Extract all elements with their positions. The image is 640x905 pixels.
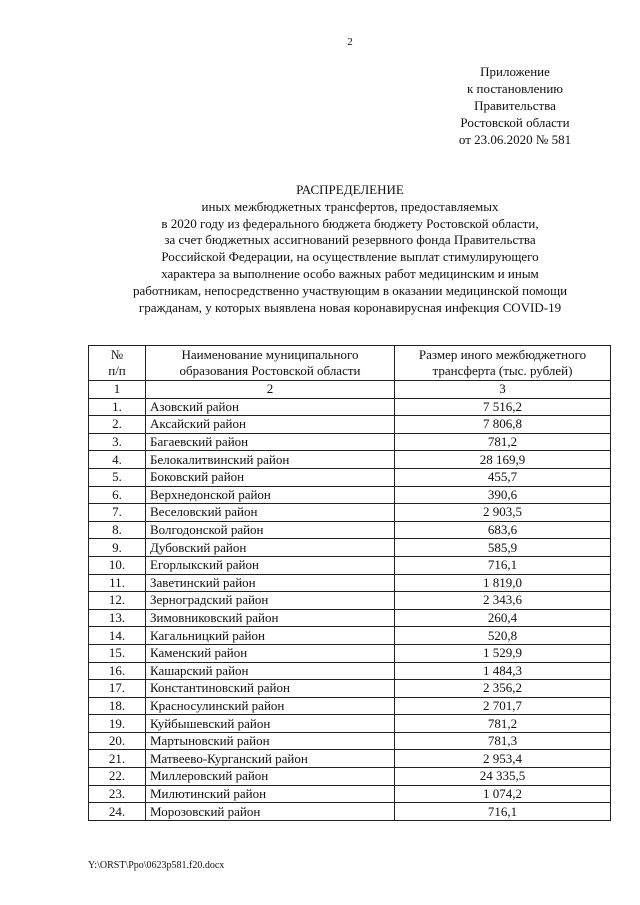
row-value: 2 903,5: [395, 504, 611, 522]
table-row: [89, 750, 611, 768]
row-value: 683,6: [395, 521, 611, 539]
header-value: [395, 346, 611, 381]
header-name-line: образования Ростовской области: [179, 363, 361, 378]
row-name: Каменский район: [146, 644, 395, 662]
row-number: 17.: [89, 680, 146, 698]
row-number: 1.: [89, 398, 146, 416]
row-number: 22.: [89, 768, 146, 786]
title-line: иных межбюджетных трансфертов, предоставляемых: [201, 198, 499, 214]
table-row: [89, 803, 611, 821]
row-name: Константиновский район: [146, 680, 395, 698]
table-row: [89, 451, 611, 469]
row-name: Егорлыкский район: [146, 556, 395, 574]
file-path-footer: Y:\ORST\Ppo\0623p581.f20.docx: [88, 860, 225, 871]
row-number: 3.: [89, 433, 146, 451]
row-number: 9.: [89, 539, 146, 557]
row-name: Волгодонской район: [146, 521, 395, 539]
page-number: 2: [347, 36, 353, 48]
header-value-line: Размер иного межбюджетного: [418, 347, 587, 362]
row-number: 6.: [89, 486, 146, 504]
row-number: 4.: [89, 451, 146, 469]
header-number: [89, 346, 146, 381]
row-value: 455,7: [395, 468, 611, 486]
row-value: 1 074,2: [395, 785, 611, 803]
header-name-line: Наименование муниципального: [181, 347, 359, 362]
row-number: 10.: [89, 556, 146, 574]
row-value: 520,8: [395, 627, 611, 645]
table-row: [89, 644, 611, 662]
table-row: [89, 486, 611, 504]
row-name: Боковский район: [146, 468, 395, 486]
row-name: Кашарский район: [146, 662, 395, 680]
row-value: 781,2: [395, 433, 611, 451]
row-name: Куйбышевский район: [146, 715, 395, 733]
row-name: Матвеево-Курганский район: [146, 750, 395, 768]
row-name: Багаевский район: [146, 433, 395, 451]
table-header-row: [89, 346, 611, 381]
row-value: 1 819,0: [395, 574, 611, 592]
row-number: 2.: [89, 416, 146, 434]
table-row: [89, 785, 611, 803]
row-name: Заветинский район: [146, 574, 395, 592]
row-name: Зимовниковский район: [146, 609, 395, 627]
row-value: 781,2: [395, 715, 611, 733]
column-number: 3: [395, 381, 611, 399]
title-line: в 2020 году из федерального бюджета бюджету Ростовской области,: [161, 215, 539, 231]
table-row: [89, 662, 611, 680]
appendix-line: Ростовской области: [460, 115, 570, 130]
row-value: 260,4: [395, 609, 611, 627]
table-row: [89, 574, 611, 592]
table-row: [89, 539, 611, 557]
title-line: работникам, непосредственно участвующим в оказании медицинской помощи: [132, 282, 568, 298]
row-number: 19.: [89, 715, 146, 733]
table-row: [89, 680, 611, 698]
row-name: Красносулинский район: [146, 697, 395, 715]
table-row: [89, 556, 611, 574]
row-name: Азовский район: [146, 398, 395, 416]
row-value: 2 953,4: [395, 750, 611, 768]
row-name: Морозовский район: [146, 803, 395, 821]
row-value: 7 806,8: [395, 416, 611, 434]
header-number-line: №: [110, 347, 124, 362]
row-number: 16.: [89, 662, 146, 680]
row-value: 7 516,2: [395, 398, 611, 416]
row-value: 716,1: [395, 803, 611, 821]
table-row: [89, 732, 611, 750]
row-number: 8.: [89, 521, 146, 539]
row-number: 15.: [89, 644, 146, 662]
title-line: характера за выполнение особо важных работ медицинским и иным: [161, 265, 539, 281]
row-value: 716,1: [395, 556, 611, 574]
header-number-line: п/п: [108, 363, 126, 378]
table-row: [89, 433, 611, 451]
row-name: Веселовский район: [146, 504, 395, 522]
row-name: Милютинский район: [146, 785, 395, 803]
column-number-row: [89, 381, 611, 399]
table-row: [89, 697, 611, 715]
column-number: 1: [89, 381, 146, 399]
row-name: Мартыновский район: [146, 732, 395, 750]
row-value: 390,6: [395, 486, 611, 504]
distribution-table: [88, 345, 611, 821]
row-name: Аксайский район: [146, 416, 395, 434]
row-value: 2 343,6: [395, 592, 611, 610]
document-heading: РАСПРЕДЕЛЕНИЕ: [296, 182, 404, 197]
row-number: 23.: [89, 785, 146, 803]
row-name: Миллеровский район: [146, 768, 395, 786]
document-title-block: [60, 182, 640, 316]
table-row: [89, 715, 611, 733]
table-row: [89, 609, 611, 627]
row-number: 12.: [89, 592, 146, 610]
title-line: за счет бюджетных ассигнований резервного фонда Правительства: [164, 232, 536, 248]
row-value: 28 169,9: [395, 451, 611, 469]
row-number: 13.: [89, 609, 146, 627]
header-name: [146, 346, 395, 381]
row-number: 11.: [89, 574, 146, 592]
row-number: 5.: [89, 468, 146, 486]
row-number: 18.: [89, 697, 146, 715]
row-number: 7.: [89, 504, 146, 522]
table-row: [89, 768, 611, 786]
row-value: 585,9: [395, 539, 611, 557]
row-number: 20.: [89, 732, 146, 750]
row-name: Верхнедонской район: [146, 486, 395, 504]
appendix-line: Правительства: [474, 98, 556, 113]
appendix-line: Приложение: [480, 64, 550, 79]
table-row: [89, 416, 611, 434]
header-value-line: трансферта (тыс. рублей): [432, 363, 573, 378]
table-row: [89, 504, 611, 522]
row-number: 14.: [89, 627, 146, 645]
title-line: Российской Федерации, на осуществление выплат стимулирующего: [161, 249, 539, 265]
row-value: 24 335,5: [395, 768, 611, 786]
column-number: 2: [146, 381, 395, 399]
row-value: 2 701,7: [395, 697, 611, 715]
row-value: 781,3: [395, 732, 611, 750]
row-name: Дубовский район: [146, 539, 395, 557]
row-number: 21.: [89, 750, 146, 768]
table-row: [89, 468, 611, 486]
table-row: [89, 627, 611, 645]
appendix-block: [430, 63, 600, 148]
row-value: 1 484,3: [395, 662, 611, 680]
table-row: [89, 521, 611, 539]
title-line: гражданам, у которых выявлена новая коронавирусная инфекция COVID-19: [138, 299, 562, 315]
row-value: 1 529,9: [395, 644, 611, 662]
appendix-line: от 23.06.2020 № 581: [458, 132, 572, 147]
table-row: [89, 398, 611, 416]
row-name: Зерноградский район: [146, 592, 395, 610]
row-value: 2 356,2: [395, 680, 611, 698]
table-row: [89, 592, 611, 610]
row-number: 24.: [89, 803, 146, 821]
appendix-line: к постановлению: [466, 81, 564, 96]
row-name: Кагальницкий район: [146, 627, 395, 645]
row-name: Белокалитвинский район: [146, 451, 395, 469]
